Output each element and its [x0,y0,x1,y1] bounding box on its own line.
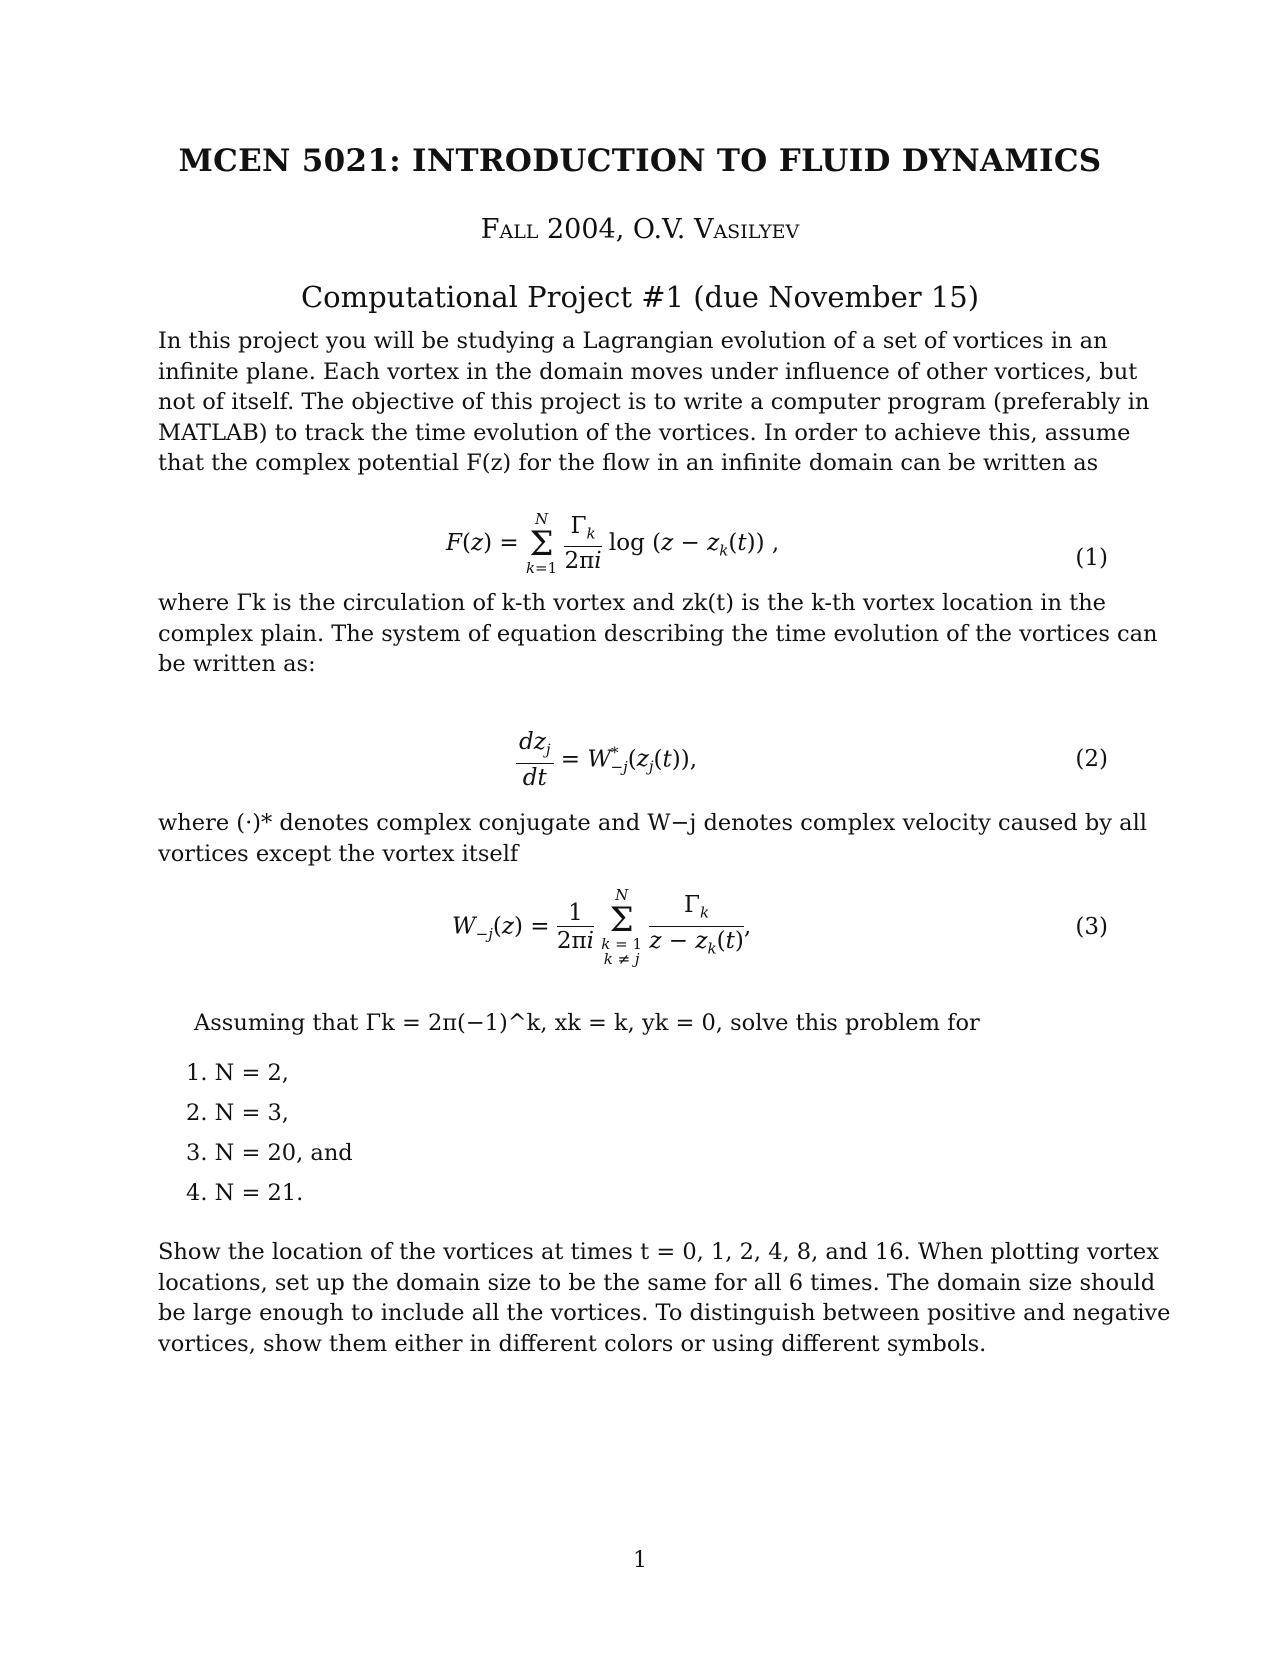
intro-line: infinite plane. Each vortex in the domain moves under influence of other vortices, but [158,358,1138,385]
conjugate-line: vortices except the vortex itself [158,840,519,867]
intro-line: MATLAB) to track the time evolution of the vortices. In order to achieve this, assume [158,419,1131,446]
equation-1-number: (1) [1075,545,1108,571]
intro-line: In this project you will be studying a Lagrangian evolution of a set of vortices in an [158,328,1108,354]
circulation-line: complex plain. The system of equation describing the time evolution of the vortices can [158,620,1158,647]
intro-line: that the complex potential F(z) for the flow in an infinite domain can be written as [158,450,1099,476]
circulation-line: be written as: [158,651,316,677]
conjugate-paragraph [158,808,1147,869]
closing-line: locations, set up the domain size to be the same for all 6 times. The domain size should [158,1269,1156,1296]
equation-3-number: (3) [1075,914,1108,940]
closing-line: be large enough to include all the vortices. To distinguish between positive and negative [158,1300,1171,1326]
case-item: 2. N = 3, [186,1100,289,1126]
case-item: 4. N = 21. [186,1180,304,1206]
equation-2-number: (2) [1075,746,1108,772]
assumption-text: Assuming that Γk = 2π(−1)^k, xk = k, yk = 0, solve this problem for [194,1010,980,1036]
closing-line: Show the location of the vortices at times t = 0, 1, 2, 4, 8, and 16. When plotting vortex [158,1239,1159,1265]
equation-1: F(z) = N Σ k=1 $\frac{\Gamma_k}{2\pi i}$ $\log (z - z_k(t))$ , [446,510,780,577]
circulation-line: where Γk is the circulation of k-th vortex and zk(t) is the k-th vortex location in the [158,590,1106,616]
closing-line: vortices, show them either in different colors or using different symbols. [158,1330,987,1357]
conjugate-line: where (·)* denotes complex conjugate and W−j denotes complex velocity caused by all [158,810,1147,836]
equation-3: $W_{-j}(z)$ = $\frac{1}{2\pi i}$ N Σ k = 1 k ≠ j $\frac{\Gamma_k}{z - z_k(t)}$ , [452,886,752,968]
case-item: 1. N = 2, [186,1060,289,1086]
closing-paragraph [158,1237,1171,1359]
project-heading: Computational Project #1 (due November 15) [300,280,980,314]
document-title: MCEN 5021: INTRODUCTION TO FLUID DYNAMICS [178,143,1102,179]
course-term-instructor: Fall 2004, O.V. Vasilyev [480,214,800,245]
case-item: 3. N = 20, and [186,1140,353,1166]
equation-2: $\frac{dz_j}{dt}$ = $W^*_{-j}(z_j(t))$, [516,729,697,792]
intro-paragraph [158,326,1150,479]
page-number: 1 [633,1548,647,1573]
circulation-paragraph [158,588,1158,680]
intro-line: not of itself. The objective of this project is to write a computer program (preferably in [158,389,1150,415]
